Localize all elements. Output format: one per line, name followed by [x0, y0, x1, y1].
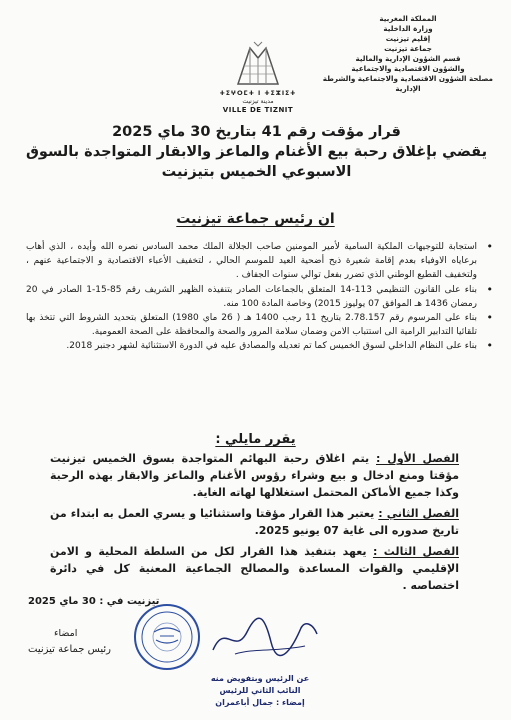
decides-heading: يقرر مايلي : — [215, 432, 296, 447]
header-line: قسم الشؤون الإدارية والمالية — [355, 54, 461, 63]
delegation-block — [205, 673, 315, 709]
list-item: • بناء على النظام الداخلي لسوق الخميس كما تم تعديله والمصادق عليه في الدورة الاستثنائية لشهر دجنبر 2018. — [26, 339, 497, 353]
list-item: • استجابة للتوجيهات الملكية السامية لأمير المومنين صاحب الجلالة الملك محمد السادس نصره الله وأيده ، الذي أهاب برعاياه الاوفياء بعدم إقامة شعيرة ذبح أضحية العيد للموسم الحالي ، لتخفيف الأعباء الاقتصادية و الاجتماعية عنهم ، ولتخفيف القطيع الوطني الذي تضرر بفعل توالي سنوات الجفاف . — [26, 240, 497, 283]
decree-title — [24, 122, 489, 182]
header-line: الإدارية — [395, 84, 421, 93]
title-line: يقضي بإغلاق رحبة بيع الأغنام والماعز والابقار المتواجدة بالسوق — [25, 144, 488, 160]
article-label: الفصل الثالث : — [372, 545, 459, 558]
title-line: الاسبوعي الخميس بتيزنيت — [161, 164, 352, 180]
header-line: وزارة الداخلية — [383, 24, 433, 33]
article-text: يعهد بتنفيذ هذا القرار لكل من السلطة المحلية و الامن الإقليمي والقوات المساعدة والمصالح الجماعية المعنية كل في دائرة اختصاصه . — [50, 545, 459, 592]
handwritten-signature-icon — [205, 612, 325, 662]
header-line: جماعة تيزنيت — [384, 44, 432, 53]
logo-french: VILLE DE TIZNIT — [222, 106, 294, 114]
list-item: • بناء على المرسوم رقم 2.78.157 بتاريخ 11 رجب 1400 هـ ( 26 ماي 1980) المتعلق بتحديد الشروط التي تتخذ بها تلقائيا التدابير الرامية الى استتباب الامن وضمان سلامة المرور والصحة والمحافظة على الصحة العمومية. — [26, 311, 497, 339]
header-line: المملكة المغربية — [379, 14, 437, 23]
issuer-header — [323, 14, 493, 94]
issuer-heading: ان رئيس جماعة تيزنيت — [176, 211, 335, 227]
header-line: إقليم تيزنيت — [385, 34, 431, 43]
delegate-line: النائب الثاني للرئيس — [219, 686, 301, 695]
place-date: تيزنيت في : 30 ماي 2025 — [28, 596, 160, 607]
logo-arabic: مدينة تيزنيت — [242, 98, 274, 105]
article-text: يعتبر هذا القرار مؤقتا واستثنائيا و يسري العمل به ابتداء من تاريخ صدوره الى غاية 07 يونيو 2025. — [50, 507, 459, 537]
delegate-line: عن الرئيس وبتفويض منه — [210, 674, 310, 683]
city-logo — [212, 40, 304, 115]
signatory-role: رئيس جماعة تيزنيت — [28, 644, 112, 655]
articles — [50, 450, 459, 598]
list-item: • بناء على القانون التنظيمي 113-14 المتعلق بالجماعات الصادر بتنفيذه الظهير الشريف رقم 85-15-1 الصادر في 20 رمضان 1436 هـ الموافق 07 يوليوز 2015) وخاصة المادة 100 منه. — [26, 283, 497, 311]
legal-basis-list — [26, 240, 497, 354]
article — [50, 505, 459, 539]
article-label: الفصل الثاني : — [378, 507, 459, 520]
article — [50, 543, 459, 594]
article-text: يتم اغلاق رحبة البهائم المتواجدة بسوق الخميس تيزنيت مؤقتا ومنع ادخال و بيع وشراء رؤوس الأغنام والماعز والابقار بهذه الرحبة وكذا جميع الأماكن المحتمل استغلالها لهاته الغاية. — [50, 452, 459, 499]
official-stamp-icon — [132, 602, 202, 672]
header-line: والشؤون الاقتصادية والاجتماعية — [351, 64, 465, 73]
city-emblem-icon — [234, 40, 282, 86]
article-label: الفصل الأول : — [376, 452, 459, 465]
signature-label: امضاء — [54, 628, 78, 639]
header-line: مصلحة الشؤون الاقتصادية والاجتماعية والشرطة — [322, 74, 493, 83]
title-line: قرار مؤقت رقم 41 بتاريخ 30 ماي 2025 — [112, 124, 401, 140]
logo-tifinagh: ⵜⵉⵖⵔⵎⵜ ⵏ ⵜⵉⵣⵏⵉⵜ — [219, 90, 297, 97]
delegate-line: إمضاء : جمال أباعمران — [215, 698, 305, 707]
article — [50, 450, 459, 501]
